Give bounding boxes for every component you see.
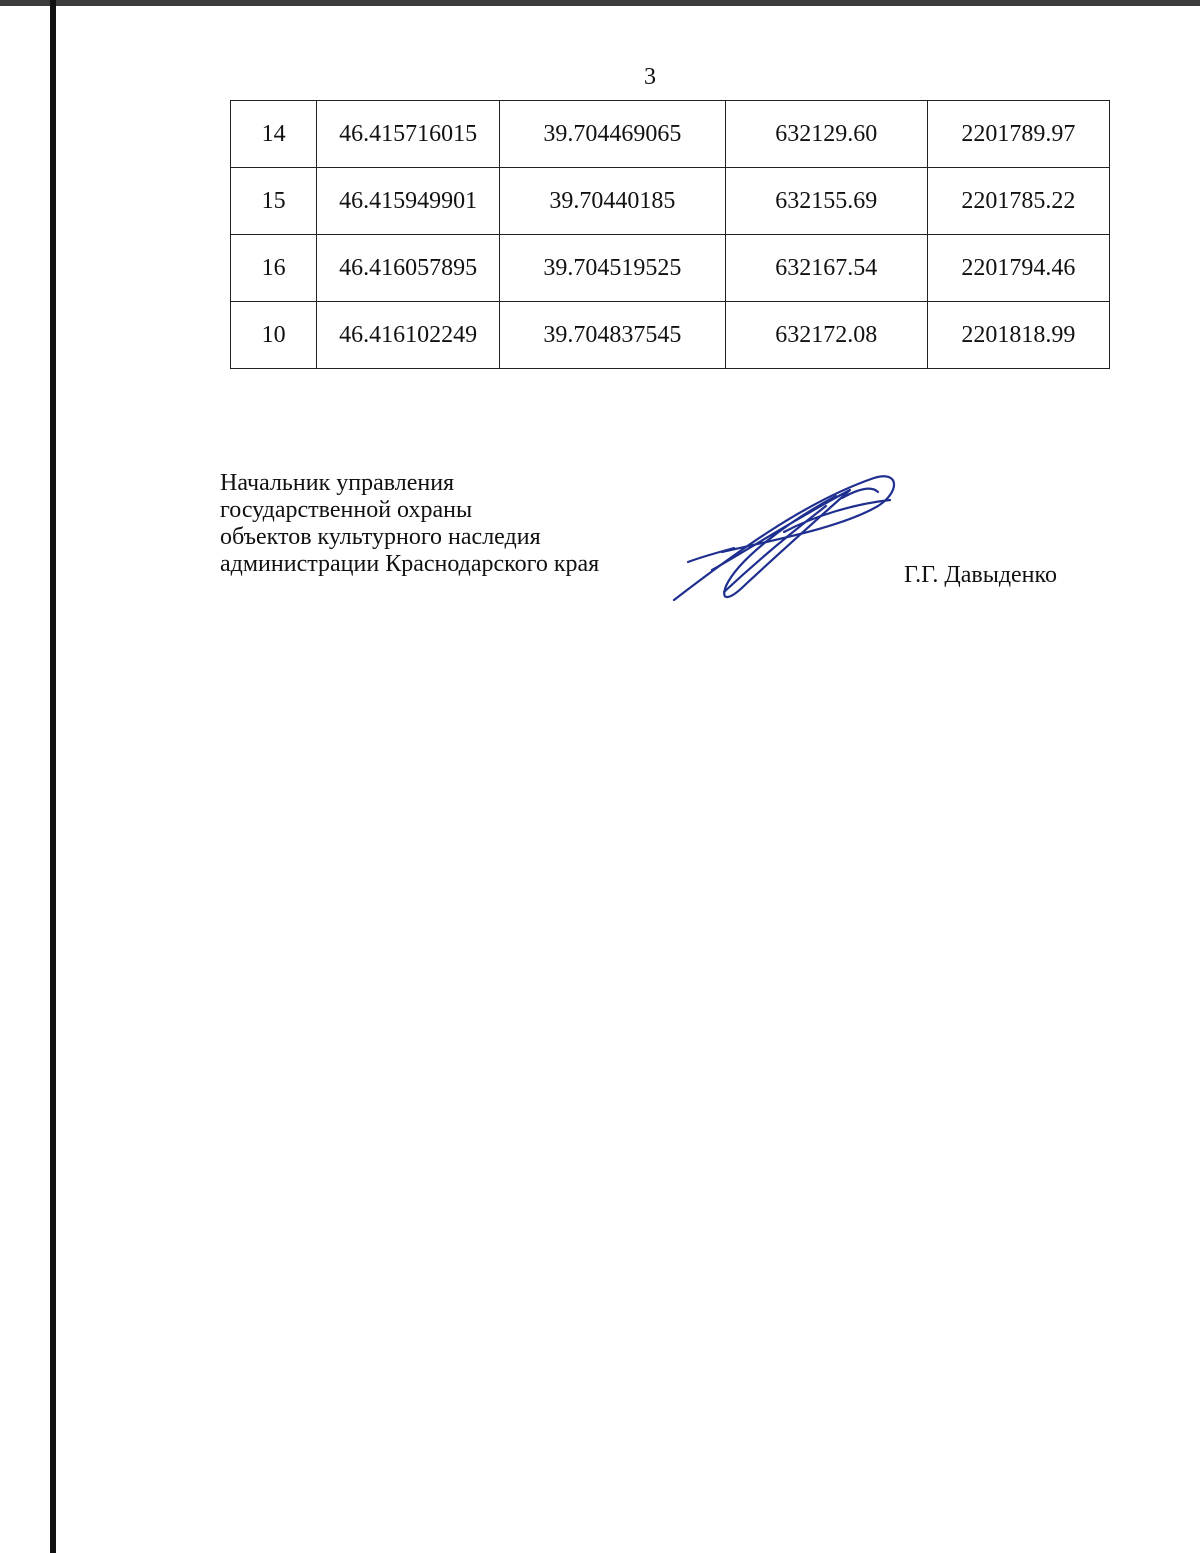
signatory-position: [220, 470, 599, 578]
x-coordinate-cell: 632167.54: [725, 235, 927, 302]
scan-edge-left: [50, 0, 56, 1553]
x-coordinate-cell: 632129.60: [725, 101, 927, 168]
coordinates-table: [230, 100, 1110, 369]
point-number-cell: 14: [231, 101, 317, 168]
longitude-cell: 39.704837545: [499, 302, 725, 369]
table-row: [231, 101, 1110, 168]
latitude-cell: 46.416102249: [317, 302, 500, 369]
x-coordinate-cell: 632155.69: [725, 168, 927, 235]
latitude-cell: 46.415716015: [317, 101, 500, 168]
longitude-cell: 39.70440185: [499, 168, 725, 235]
latitude-cell: 46.415949901: [317, 168, 500, 235]
table-row: [231, 302, 1110, 369]
table-row: [231, 235, 1110, 302]
position-line: Начальник управления: [220, 470, 455, 496]
longitude-cell: 39.704519525: [499, 235, 725, 302]
signer-name: Г.Г. Давыденко: [904, 562, 1057, 588]
table-row: [231, 168, 1110, 235]
point-number-cell: 15: [231, 168, 317, 235]
handwritten-signature: [664, 462, 904, 610]
point-number-cell: 16: [231, 235, 317, 302]
x-coordinate-cell: 632172.08: [725, 302, 927, 369]
page-number: 3: [644, 64, 656, 90]
position-line: государственной охраны: [220, 497, 473, 523]
position-line: объектов культурного наследия: [220, 524, 541, 550]
y-coordinate-cell: 2201785.22: [927, 168, 1109, 235]
position-line: администрации Краснодарского края: [220, 551, 600, 577]
point-number-cell: 10: [231, 302, 317, 369]
longitude-cell: 39.704469065: [499, 101, 725, 168]
y-coordinate-cell: 2201789.97: [927, 101, 1109, 168]
y-coordinate-cell: 2201818.99: [927, 302, 1109, 369]
scan-edge-top: [0, 0, 1200, 6]
latitude-cell: 46.416057895: [317, 235, 500, 302]
y-coordinate-cell: 2201794.46: [927, 235, 1109, 302]
